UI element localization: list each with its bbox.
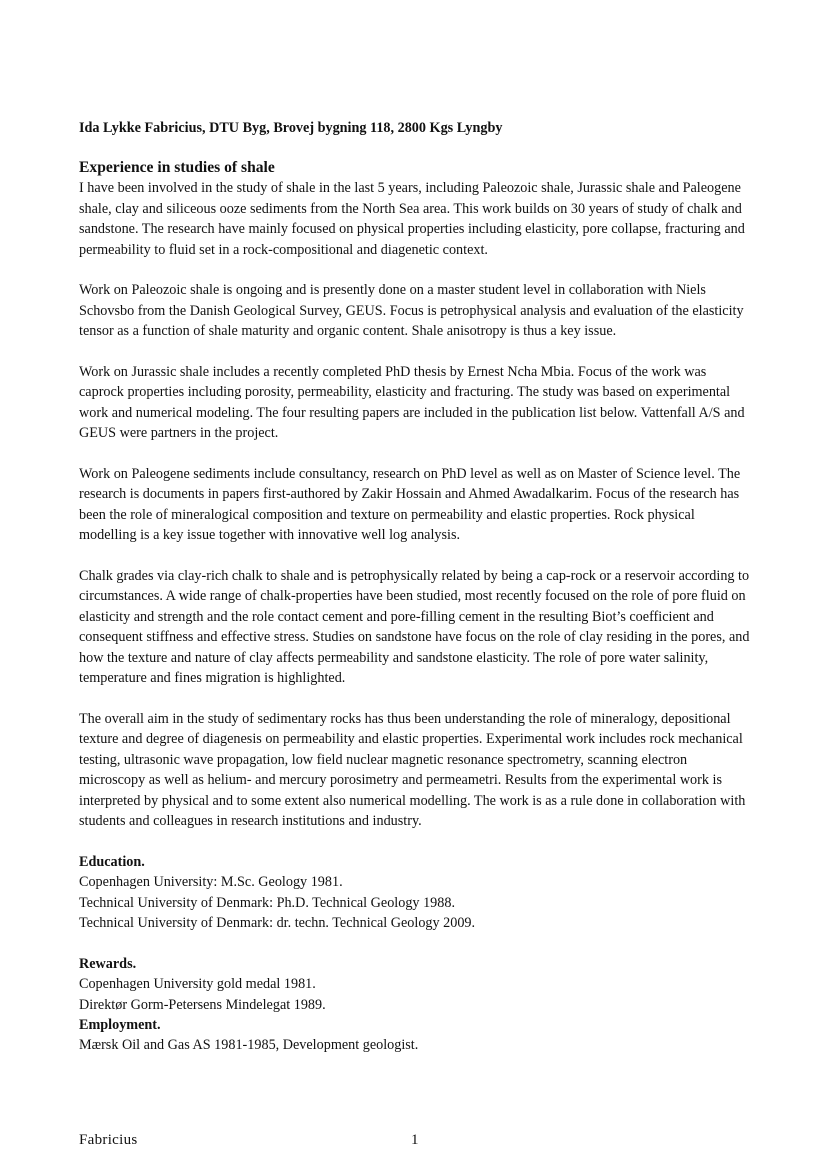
rewards-section — [79, 954, 751, 1015]
experience-paragraph-1: I have been involved in the study of shale in the last 5 years, including Paleozoic shale, Jurassic shale and Paleogene shale, clay and siliceous ooze sediments from the North Sea area. This work builds on 30 years of study of chalk and sandstone. The research have mainly focused on physical properties including elasticity, pore collapse, fracturing and permeability to fluid set in a rock-compositional and diagenetic context. — [79, 180, 745, 258]
education-section — [79, 852, 751, 934]
contact-line: Ida Lykke Fabricius, DTU Byg, Brovej bygning 118, 2800 Kgs Lyngby — [79, 120, 503, 136]
rewards-item: Direktør Gorm-Petersens Mindelegat 1989. — [79, 996, 326, 1013]
experience-paragraph-6: The overall aim in the study of sedimentary rocks has thus been understanding the role of mineralogy, depositional texture and degree of diagenesis on permeability and elastic properties. Experimental work includes rock mechanical testing, ultrasonic wave propagation, low field nuclear magnetic resonance spectrometry, scanning electron microscopy as well as helium- and mercury porosimetry and permeametri. Results from the experimental work is interpreted by physical and to some extent also numerical modelling. The work is as a rule done in collaboration with students and colleagues in research institutions and industry. — [79, 710, 746, 829]
experience-paragraph-3: Work on Jurassic shale includes a recently completed PhD thesis by Ernest Ncha Mbia. Focus of the work was caprock properties including porosity, permeability, elasticity and fracturing. The study was based on experimental work and numerical modeling. The four resulting papers are included in the publication list below. Vattenfall A/S and GEUS were partners in the project. — [79, 364, 745, 442]
employment-item: Mærsk Oil and Gas AS 1981-1985, Development geologist. — [79, 1037, 419, 1054]
education-item: Technical University of Denmark: Ph.D. Technical Geology 1988. — [79, 894, 455, 911]
footer-author: Fabricius — [79, 1132, 138, 1148]
experience-paragraph-4: Work on Paleogene sediments include consultancy, research on PhD level as well as on Master of Science level. The research is documents in papers first-authored by Zakir Hossain and Ahmed Awadalkarim. Focus of the research has been the role of mineralogical composition and texture on permeability and elastic properties. Rock physical modelling is a key issue together with innovative well log analysis. — [79, 466, 741, 544]
education-item: Copenhagen University: M.Sc. Geology 1981. — [79, 874, 343, 891]
education-item: Technical University of Denmark: dr. techn. Technical Geology 2009. — [79, 914, 476, 931]
experience-paragraph-2: Work on Paleozoic shale is ongoing and is presently done on a master student level in collaboration with Niels Schovsbo from the Danish Geological Survey, GEUS. Focus is petrophysical analysis and evaluation of the elasticity tensor as a function of shale maturity and organic content. Shale anisotropy is thus a key issue. — [79, 282, 744, 340]
experience-heading: Experience in studies of shale — [79, 159, 275, 177]
education-heading: Education. — [79, 853, 145, 870]
experience-paragraph-5: Chalk grades via clay-rich chalk to shale and is petrophysically related by being a cap-rock or a reservoir according to circumstances. A wide range of chalk-properties have been studied, most recently focused on the role of pore fluid on elasticity and strength and the role contact cement and pore-filling cement in the resulting Biot’s coefficient and consequent stiffness and effective stress. Studies on sandstone have focus on the role of clay residing in the pores, and how the texture and nature of clay affects permeability and sandstone elasticity. The role of pore water salinity, temperature and fines migration is highlighted. — [79, 568, 750, 687]
page-number: 1 — [411, 1132, 419, 1148]
document-body — [79, 118, 751, 1056]
employment-heading: Employment. — [79, 1016, 161, 1033]
rewards-item: Copenhagen University gold medal 1981. — [79, 976, 316, 993]
employment-section — [79, 1015, 751, 1056]
rewards-heading: Rewards. — [79, 955, 137, 972]
